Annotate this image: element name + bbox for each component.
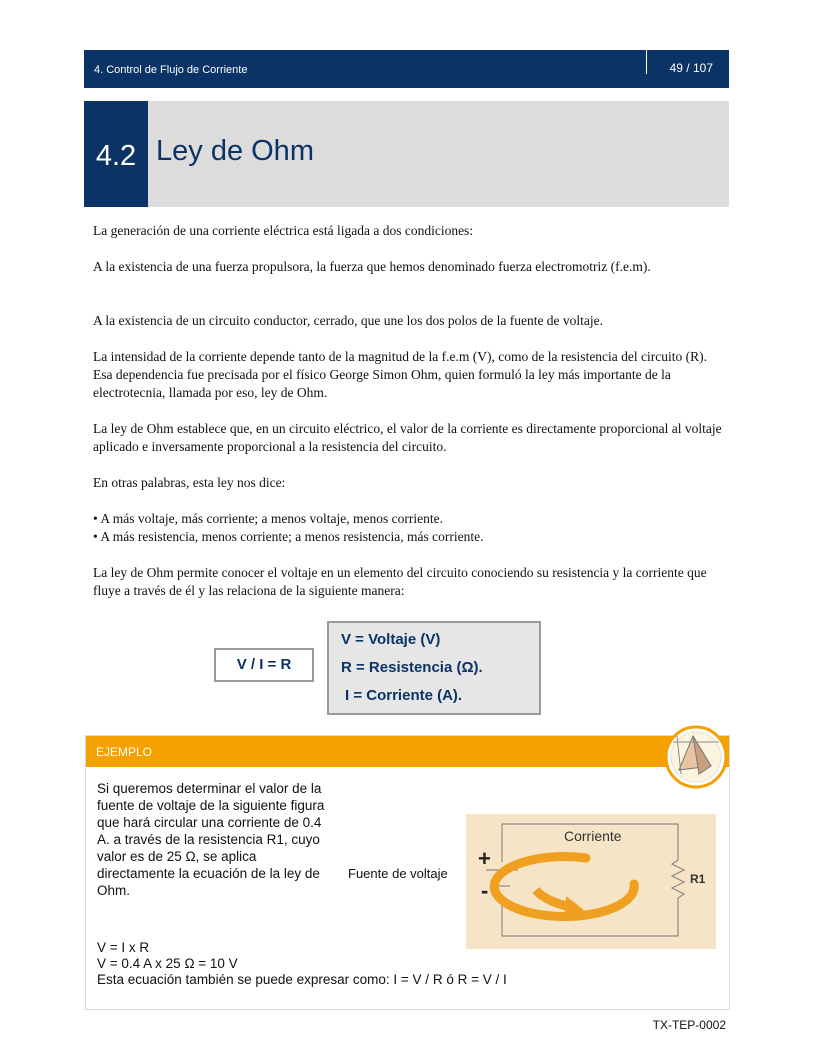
example-box <box>85 735 730 1010</box>
calc-line-3: Esta ecuación también se puede expresar como: I = V / R ó R = V / I <box>97 972 507 987</box>
legend-resistance: R = Resistencia (Ω). <box>341 659 483 676</box>
calc-line-2: V = 0.4 A x 25 Ω = 10 V <box>97 956 238 971</box>
paragraph-6: En otras palabras, esta ley nos dice: <box>93 475 286 490</box>
section-title: Ley de Ohm <box>156 135 314 167</box>
paragraph-1: La generación de una corriente eléctrica está ligada a dos condiciones: <box>93 223 474 238</box>
resistor-icon <box>672 860 684 898</box>
example-text: Si queremos determinar el valor de la fuente de voltaje de la siguiente figura que hará circular una corriente de 0.4 A. a través de la resistencia R1, cuyo valor es de 25 Ω, se aplica directamente la ecuación de la ley de Ohm. <box>97 781 325 898</box>
ohm-formula-box: V / I = R <box>214 648 314 682</box>
section-title-box <box>84 101 729 207</box>
section-number: 4.2 <box>84 101 148 207</box>
chapter-title: 4. Control de Flujo de Corriente <box>94 64 248 76</box>
example-label: EJEMPLO <box>96 745 153 759</box>
geometry-badge-icon <box>663 724 729 790</box>
resistor-label: R1 <box>690 872 706 886</box>
minus-sign: - <box>481 878 489 903</box>
document-code: TX-TEP-0002 <box>652 1018 726 1032</box>
formula-legend-box <box>327 621 541 715</box>
paragraph-3: A la existencia de un circuito conductor, cerrado, que une los dos polos de la fuente de voltaje. <box>93 313 604 328</box>
voltage-source-label: Fuente de voltaje <box>348 866 448 881</box>
paragraph-4: La intensidad de la corriente depende tanto de la magnitud de la f.e.m (V), como de la resistencia del circuito (R). Esa dependencia fue precisada por el físico George Simon Ohm, quien formuló la ley más importante de la electrotecnia, llamada por eso, ley de Ohm. <box>93 349 708 400</box>
page-header-bar <box>84 50 729 88</box>
bullet-2: • A más resistencia, menos corriente; a menos resistencia, más corriente. <box>93 529 484 544</box>
plus-sign: + <box>478 846 491 871</box>
legend-voltage: V = Voltaje (V) <box>341 631 441 648</box>
header-divider <box>646 50 647 74</box>
circuit-diagram <box>466 814 716 949</box>
paragraph-2: A la existencia de una fuerza propulsora, la fuerza que hemos denominado fuerza electromotriz (f.e.m). <box>93 259 651 274</box>
paragraph-5: La ley de Ohm establece que, en un circuito eléctrico, el valor de la corriente es directamente proporcional al voltaje aplicado e inversamente proporcional a la resistencia del circuito. <box>93 421 722 454</box>
paragraph-7: La ley de Ohm permite conocer el voltaje en un elemento del circuito conociendo su resistencia y la corriente que fluye a través de él y las relaciona de la siguiente manera: <box>93 565 707 598</box>
example-calculation <box>97 940 697 988</box>
page-counter: 49 / 107 <box>669 61 713 75</box>
legend-current: I = Corriente (A). <box>345 687 463 704</box>
calc-line-1: V = I x R <box>97 940 150 955</box>
bullet-1: • A más voltaje, más corriente; a menos voltaje, menos corriente. <box>93 511 443 526</box>
example-header <box>86 736 729 767</box>
current-label: Corriente <box>564 828 622 844</box>
